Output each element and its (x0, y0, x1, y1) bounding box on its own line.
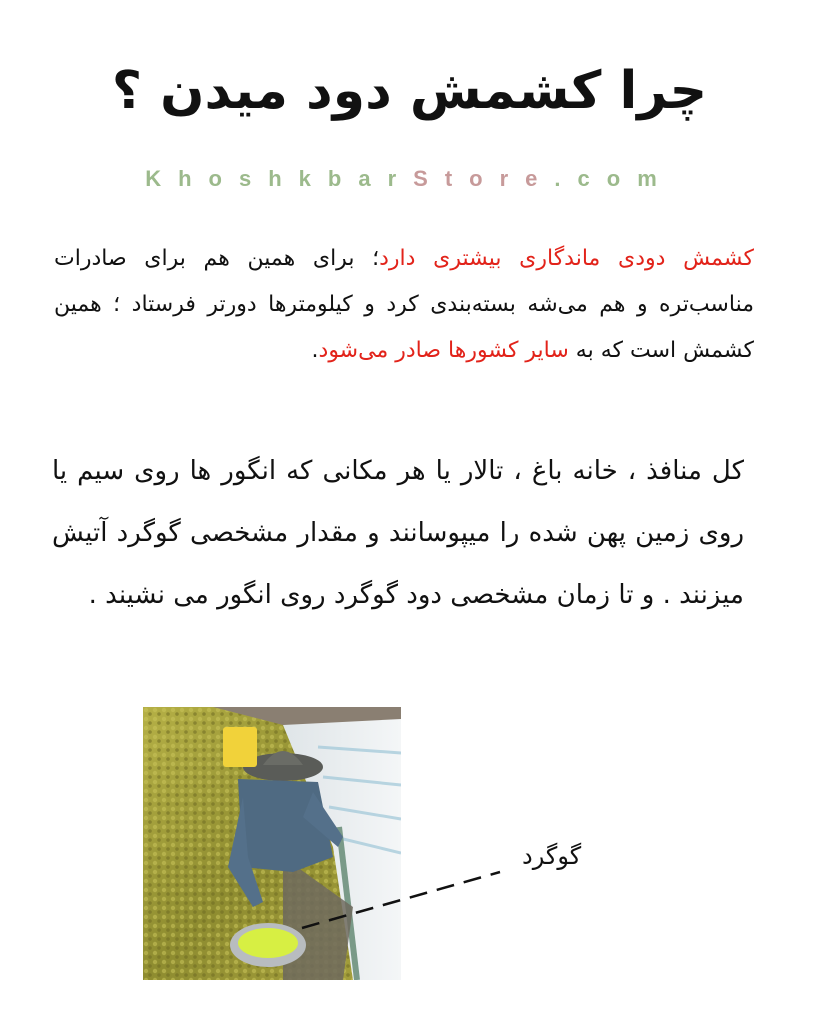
process-paragraph: کل منافذ ، خانه باغ ، تالار یا هر مکانی که انگور ها روی سیم یا روی زمین پهن شده را میپوسانند و مقدار مشخصی گوگرد آتیش میزنند . و تا زمان مشخصی دود گوگرد روی انگور می نشیند . (52, 456, 744, 610)
intro-text: ؛ برای همین هم برای صادرات مناسب‌تره و هم می‌شه بسته‌بندی کرد و کیلومترها دورتر فرستاد ؛ همین کشمش است که به (54, 246, 754, 363)
photo-caption: گوگرد (522, 842, 582, 870)
site-name-part1: Khoshkbar (145, 166, 414, 191)
intro-period: . (311, 338, 319, 363)
intro-highlight-start: کشمش دودی ماندگاری بیشتری دارد (379, 246, 754, 271)
site-name-part2: Store (413, 166, 555, 191)
intro-highlight-end: سایر کشورها صادر می‌شود (318, 338, 569, 363)
site-name-part3: .com (554, 166, 674, 191)
page-title: چرا کشمش دود میدن ؟ (111, 61, 708, 121)
